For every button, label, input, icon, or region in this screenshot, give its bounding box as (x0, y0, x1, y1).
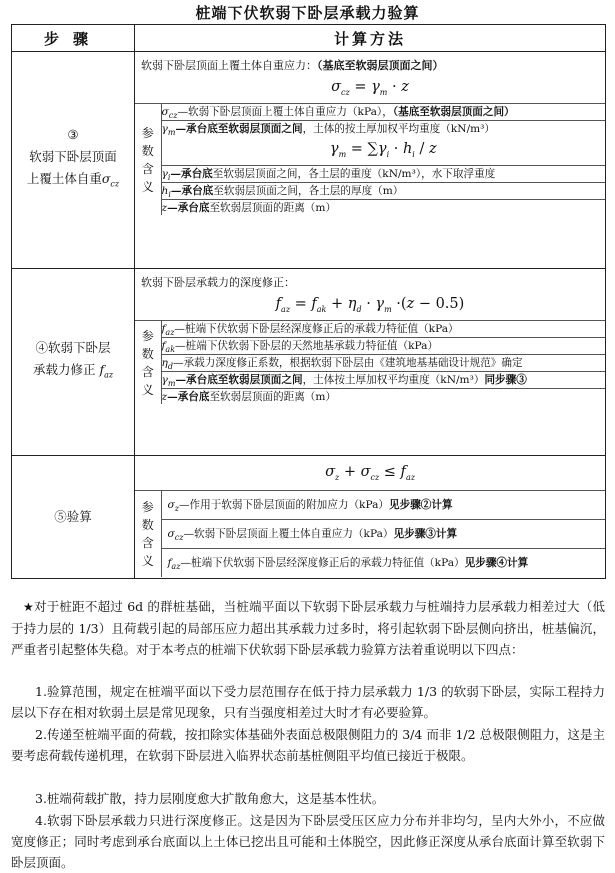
notes-point-2: 2.传递至桩端平面的荷载，按扣除实体基础外表面总极限侧阻力的 3/4 而非 1/2 总极限侧阻力，这是主要考虑荷载传递机理，在软弱下卧层进入临界状态前基桩侧阻平均值已接近于极限。 (11, 727, 605, 763)
step4-method (135, 269, 606, 456)
table-header (12, 25, 606, 52)
step5-formula: $\sigma_z + \sigma_{cz} \le f_{az}$ (325, 464, 415, 482)
step3-label-line2: 上覆土体自重 (26, 171, 102, 187)
calc-table (11, 24, 606, 579)
step4-def-z: z—承台底至软弱层顶面的距离（m） (161, 391, 337, 404)
step5-label: ⑤验算 (12, 456, 135, 579)
step3-def-sigma-cz: $\sigma_{cz}—$软弱下卧层顶面上覆土体自重应力（kPa），（基底至软弱层顶面之间） (161, 104, 605, 121)
step4-def-eta-d: $\eta_d—$承载力深度修正系数，根据软弱下卧层由《建筑地基基础设计规范》确定 (161, 355, 605, 372)
star-icon: ★ (23, 600, 34, 614)
step3-desc: 软弱下卧层顶面上覆土体自重应力：（基底至软弱层顶面之间） (141, 59, 444, 72)
step5-method (135, 456, 606, 579)
step4-def-f-ak: $f_{ak}—$桩端下伏软弱下卧层的天然地基承载力特征值（kPa） (161, 338, 605, 355)
step3-row (12, 52, 606, 269)
step3-def-z: z—承台底至软弱层顶面的距离（m） (161, 202, 337, 215)
step3-label-line1: 软弱下卧层顶面 (29, 149, 117, 165)
step4-formula: $f_{az} = f_{ak} + \eta_d \cdot \gamma_m \cdot(z - 0.5)$ (275, 296, 465, 314)
step5-params (135, 491, 605, 577)
step5-def-f-az: $f_{az}—$桩端下伏软弱下卧层经深度修正后的承载力特征值（kPa）见步骤④计算 (167, 557, 529, 572)
step4-row (12, 269, 606, 456)
step4-def-f-az: $f_{az}—$桩端下伏软弱下卧层经深度修正后的承载力特征值（kPa） (161, 321, 605, 338)
step5-def-sigma-z: $\sigma_z—$作用于软弱下卧层顶面的附加应力（kPa）见步骤②计算 (161, 491, 605, 520)
step3-formula-gamma-m: $\gamma_m = \sum\gamma_i \cdot h_i / z$ (161, 137, 605, 165)
page-title: 桩端下伏软弱下卧层承载力验算 (195, 4, 420, 22)
step4-label-line2: 承载力修正 (32, 362, 96, 378)
notes-point-3: 3.桩端荷载扩散，持力层刚度愈大扩散角愈大，这是基本性状。 (35, 791, 385, 806)
step4-label: ④软弱下卧层 承载力修正 $f_{az}$ (12, 269, 135, 456)
step3-def-h-i: $h_i—$承台底至软弱层顶面之间，各土层的厚度（m） (161, 183, 605, 200)
step3-formula: $\sigma_{cz} = \gamma_m \cdot z$ (331, 79, 409, 97)
step4-def-gamma-m: $\gamma_m—$承台底至软弱层顶面之间，土体按土厚加权平均重度（kN/m³）同步骤③ (161, 372, 605, 389)
step4-params-label: 参 数 含 义 (135, 321, 161, 404)
header-method: 计算方法 (135, 25, 606, 52)
step4-params (135, 321, 605, 404)
step3-def-gamma-i: $\gamma_i—$承台底至软弱层顶面之间，各土层的重度（kN/m³），水下取浮重度 (161, 166, 605, 183)
step4-label-line1: ④软弱下卧层 (35, 340, 111, 356)
step3-def-gamma-m: $\gamma_m—$承台底至软弱层顶面之间，土体的按土厚加权平均重度（kN/m³） (161, 123, 496, 138)
notes-intro: ★对于桩距不超过 6d 的群桩基础，当桩端平面以下软弱下卧层承载力与桩端持力层承载力相差过大（低于持力层的 1/3）且荷载引起的局部压应力超出其承载力过多时，将引起软弱下卧层侧向挤出，桩基偏沉，严重者引起整体失稳。对于本考点的桩端下伏软弱下卧层承载力验算方法着重说明以下四点： (11, 599, 605, 657)
header-steps: 步骤 (12, 25, 135, 52)
step3-num: ③ (67, 127, 79, 143)
step3-params-label: 参 数 含 义 (135, 104, 161, 215)
step5-params-label: 参 数 含 义 (135, 491, 161, 577)
step4-desc: 软弱下卧层承载力的深度修正： (141, 276, 295, 289)
step5-def-sigma-cz: $\sigma_{cz}—$软弱下卧层顶面上覆土体自重应力（kPa）见步骤③计算 (161, 520, 605, 549)
step5-row (12, 456, 606, 579)
notes-point-4: 4.软弱下卧层承载力只进行深度修正。这是因为下卧层受压区应力分布并非均匀，呈内大外小，不应做宽度修正；同时考虑到承台底面以上土体已挖出且可能和土体脱空，因此修正深度从承台底面计算至软弱下卧层顶面。 (11, 813, 605, 870)
notes-point-1: 1.验算范围，规定在桩端平面以下受力层范围存在低于持力层承载力 1/3 的软弱下卧层，实际工程持力层以下存在相对软弱土层是常见现象，只有当强度相差过大时才有必要验算。 (11, 684, 605, 720)
step3-label: ③ 软弱下卧层顶面 上覆土体自重$\sigma_{cz}$ (12, 52, 135, 269)
step3-method (135, 52, 606, 269)
step3-params (135, 104, 605, 215)
